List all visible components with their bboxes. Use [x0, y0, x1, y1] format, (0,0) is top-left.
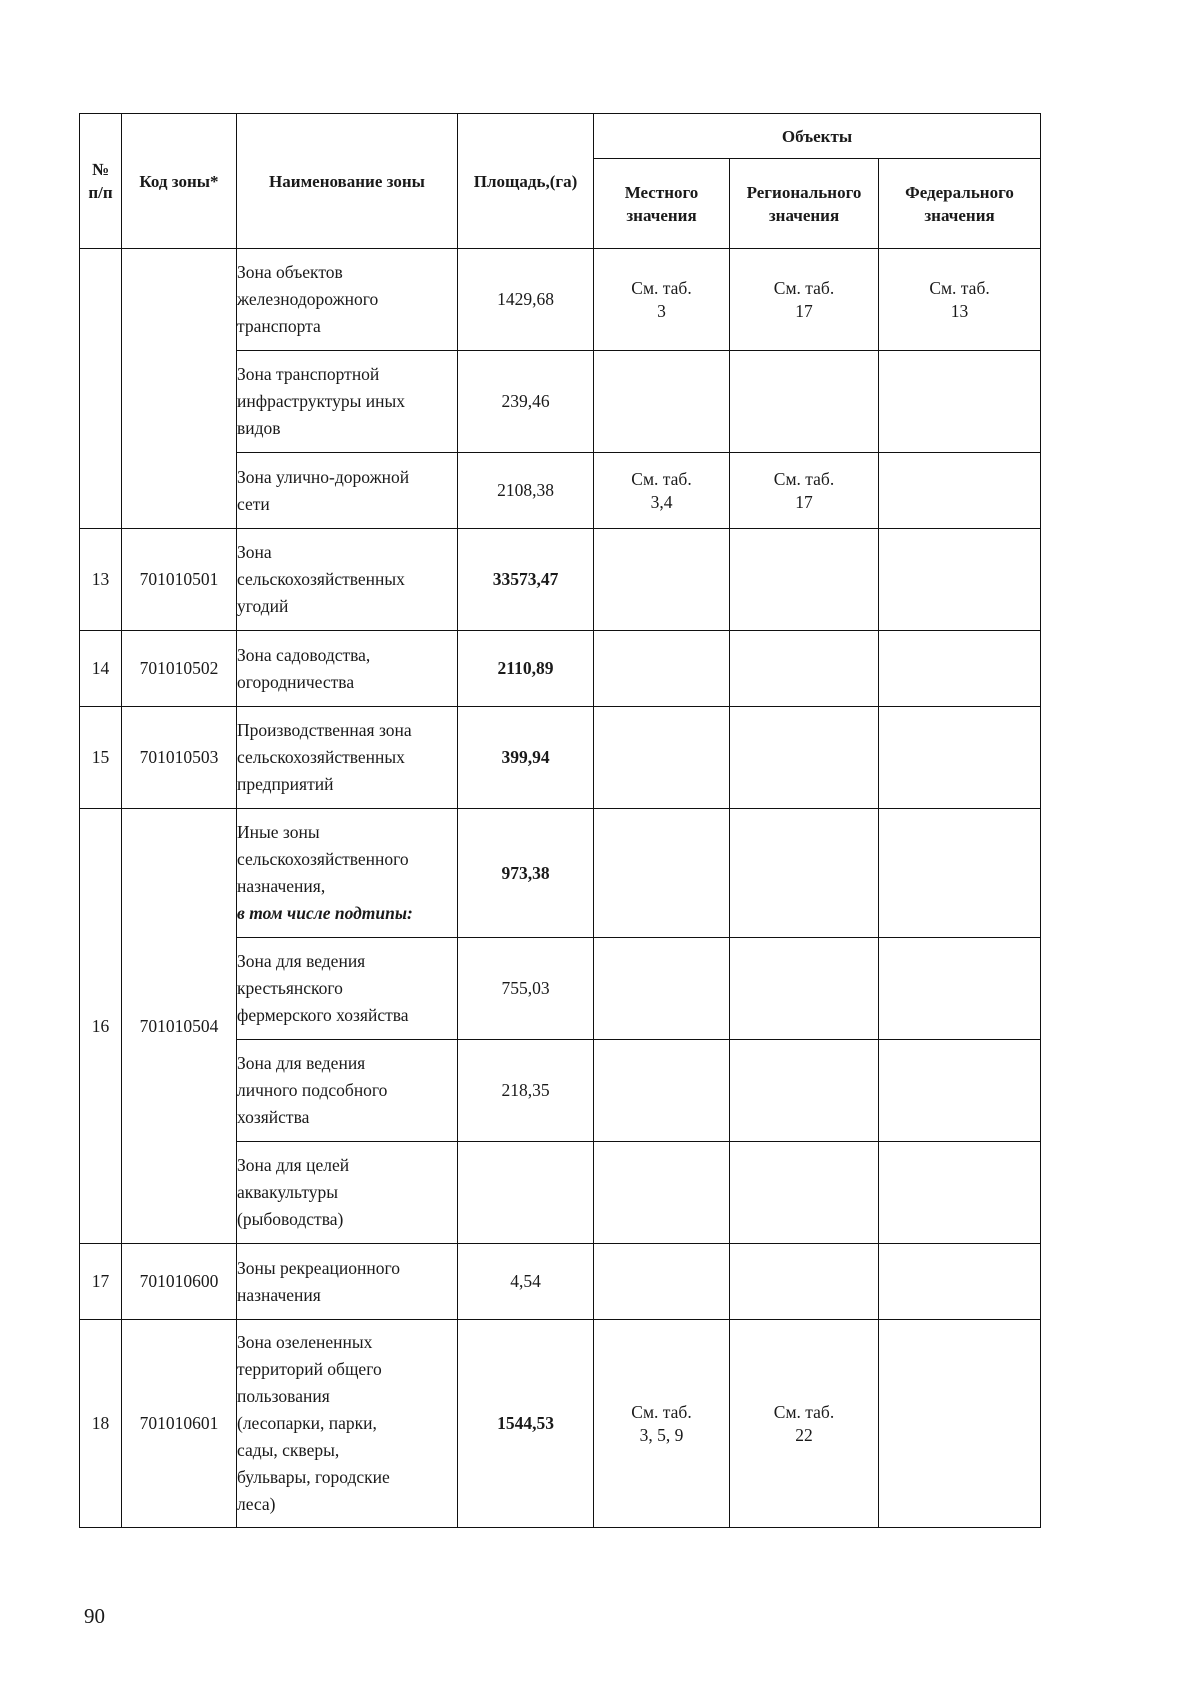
cell-num-text: 14: [91, 658, 110, 678]
cell-local: [594, 707, 730, 809]
cell-name-text: Зона озелененных территорий общего пользования (лесопарки, парки, сады, скверы, бульвары, городские леса): [237, 1332, 390, 1514]
col-header-name-text: Наименование зоны: [269, 171, 425, 191]
cell-area: [458, 1244, 594, 1320]
cell-local: [594, 249, 730, 351]
cell-name: [237, 938, 458, 1040]
zones-table: [79, 113, 1041, 1528]
table-row: [80, 631, 1041, 707]
cell-num-text: 17: [91, 1271, 110, 1291]
cell-area-text: 33573,47: [492, 569, 559, 589]
cell-name-text: Производственная зона сельскохозяйственных предприятий: [237, 720, 412, 794]
table-row: [80, 1244, 1041, 1320]
cell-local: [594, 351, 730, 453]
cell-code: [122, 1244, 237, 1320]
cell-code-text: 701010600: [139, 1271, 219, 1291]
cell-area-text: 1429,68: [497, 289, 554, 309]
cell-regional: [730, 938, 879, 1040]
cell-federal: [879, 938, 1041, 1040]
cell-regional: [730, 707, 879, 809]
cell-area: [458, 529, 594, 631]
cell-federal-text: См. таб. 13: [929, 277, 990, 321]
cell-federal: [879, 707, 1041, 809]
cell-num: [80, 707, 122, 809]
cell-num: [80, 529, 122, 631]
cell-regional: [730, 351, 879, 453]
cell-num-empty: [80, 249, 122, 529]
cell-name-text: Зоны рекреационного назначения: [237, 1257, 400, 1305]
cell-name-text: Зона для ведения крестьянского фермерского хозяйства: [237, 951, 409, 1025]
cell-code: [122, 809, 237, 1244]
cell-name: [237, 351, 458, 453]
page-number: 90: [84, 1604, 105, 1628]
table-row: [80, 249, 1041, 351]
cell-regional: [730, 1040, 879, 1142]
cell-federal: [879, 1244, 1041, 1320]
col-header-objects-text: Объекты: [781, 126, 853, 146]
cell-name: [237, 631, 458, 707]
col-header-num-text: № п/п: [88, 160, 113, 202]
cell-code-text: 701010601: [139, 1413, 219, 1433]
cell-federal: [879, 1320, 1041, 1528]
cell-area: [458, 1320, 594, 1528]
cell-code-empty: [122, 249, 237, 529]
cell-area: [458, 249, 594, 351]
cell-federal: [879, 351, 1041, 453]
col-header-local-text: Местного значения: [624, 182, 699, 225]
cell-code: [122, 529, 237, 631]
cell-area-text: 239,46: [501, 391, 550, 411]
col-header-federal-text: Федерального значения: [905, 182, 1014, 225]
col-header-objects: [594, 114, 1041, 159]
cell-num: [80, 1244, 122, 1320]
cell-area-text: 2110,89: [497, 658, 554, 678]
cell-local-text: См. таб. 3: [631, 277, 692, 321]
cell-area: [458, 631, 594, 707]
cell-name-text: Зона садоводства, огородничества: [237, 644, 371, 692]
cell-name-text: Зона сельскохозяйственных угодий: [237, 542, 405, 616]
cell-name: [237, 1244, 458, 1320]
cell-area-text: 399,94: [501, 747, 550, 767]
col-header-code-text: Код зоны*: [139, 171, 219, 191]
cell-local-text: См. таб. 3, 5, 9: [631, 1401, 692, 1445]
cell-regional-text: См. таб. 17: [773, 468, 835, 512]
table-row: [80, 529, 1041, 631]
cell-area-text: 4,54: [510, 1271, 541, 1291]
cell-name-text: Зона улично-дорожной сети: [237, 466, 410, 514]
cell-name-text: Иные зоны сельскохозяйственного назначения,: [237, 822, 409, 896]
cell-local-text: См. таб. 3,4: [631, 468, 692, 512]
cell-federal: [879, 1142, 1041, 1244]
cell-area: [458, 351, 594, 453]
col-header-name: [237, 114, 458, 249]
cell-name: [237, 453, 458, 529]
cell-local: [594, 809, 730, 938]
table-row: [80, 1320, 1041, 1528]
cell-area-text: 755,03: [501, 978, 550, 998]
cell-code: [122, 1320, 237, 1528]
cell-name-text: Зона транспортной инфраструктуры иных видов: [237, 364, 406, 438]
cell-area: [458, 1142, 594, 1244]
cell-area-text: 973,38: [501, 862, 550, 883]
cell-name: [237, 707, 458, 809]
cell-local: [594, 453, 730, 529]
col-header-regional-text: Регионального значения: [746, 182, 862, 225]
cell-regional: [730, 1142, 879, 1244]
cell-area: [458, 707, 594, 809]
cell-name: [237, 1320, 458, 1528]
cell-num-text: 15: [91, 747, 110, 767]
cell-name-text: Зона объектов железнодорожного транспорта: [237, 262, 379, 336]
cell-num-text: 18: [91, 1413, 110, 1433]
cell-regional-text: См. таб. 22: [773, 1401, 835, 1445]
cell-regional: [730, 1244, 879, 1320]
cell-code: [122, 631, 237, 707]
cell-regional-text: См. таб. 17: [773, 277, 835, 321]
cell-name-note: в том числе подтипы:: [237, 903, 413, 923]
cell-code-text: 701010501: [139, 569, 219, 589]
cell-local: [594, 938, 730, 1040]
col-header-area-text: Площадь,(га): [473, 171, 578, 191]
cell-local: [594, 631, 730, 707]
cell-num-text: 13: [91, 569, 110, 589]
cell-local: [594, 529, 730, 631]
col-header-federal: [879, 159, 1041, 249]
cell-local: [594, 1142, 730, 1244]
cell-area: [458, 809, 594, 938]
cell-federal: [879, 453, 1041, 529]
cell-local: [594, 1040, 730, 1142]
cell-code: [122, 707, 237, 809]
col-header-code: [122, 114, 237, 249]
cell-area-text: 2108,38: [497, 480, 554, 500]
col-header-num: [80, 114, 122, 249]
cell-regional: [730, 529, 879, 631]
cell-name-text: Зона для целей аквакультуры (рыбоводства): [237, 1155, 350, 1229]
col-header-area: [458, 114, 594, 249]
col-header-local: [594, 159, 730, 249]
cell-num: [80, 809, 122, 1244]
table-row: [80, 809, 1041, 938]
cell-regional: [730, 249, 879, 351]
cell-area: [458, 1040, 594, 1142]
cell-name: [237, 1142, 458, 1244]
cell-federal: [879, 809, 1041, 938]
cell-regional: [730, 1320, 879, 1528]
table-row: [80, 707, 1041, 809]
cell-name: [237, 1040, 458, 1142]
cell-area: [458, 453, 594, 529]
cell-name: [237, 529, 458, 631]
cell-regional: [730, 453, 879, 529]
cell-federal: [879, 1040, 1041, 1142]
cell-name: [237, 249, 458, 351]
cell-code-text: 701010502: [139, 658, 219, 678]
cell-code-text: 701010503: [139, 747, 219, 767]
cell-local: [594, 1320, 730, 1528]
cell-name-text: Зона для ведения личного подсобного хозяйства: [237, 1053, 388, 1127]
cell-area-text: 218,35: [501, 1080, 550, 1100]
cell-regional: [730, 631, 879, 707]
cell-num: [80, 631, 122, 707]
cell-regional: [730, 809, 879, 938]
cell-local: [594, 1244, 730, 1320]
cell-federal: [879, 529, 1041, 631]
cell-area-text: 1544,53: [497, 1413, 554, 1433]
cell-num-text: 16: [91, 1015, 110, 1036]
cell-federal: [879, 631, 1041, 707]
cell-federal: [879, 249, 1041, 351]
cell-num: [80, 1320, 122, 1528]
cell-name: [237, 809, 458, 938]
col-header-regional: [730, 159, 879, 249]
cell-code-text: 701010504: [139, 1015, 219, 1036]
cell-area: [458, 938, 594, 1040]
